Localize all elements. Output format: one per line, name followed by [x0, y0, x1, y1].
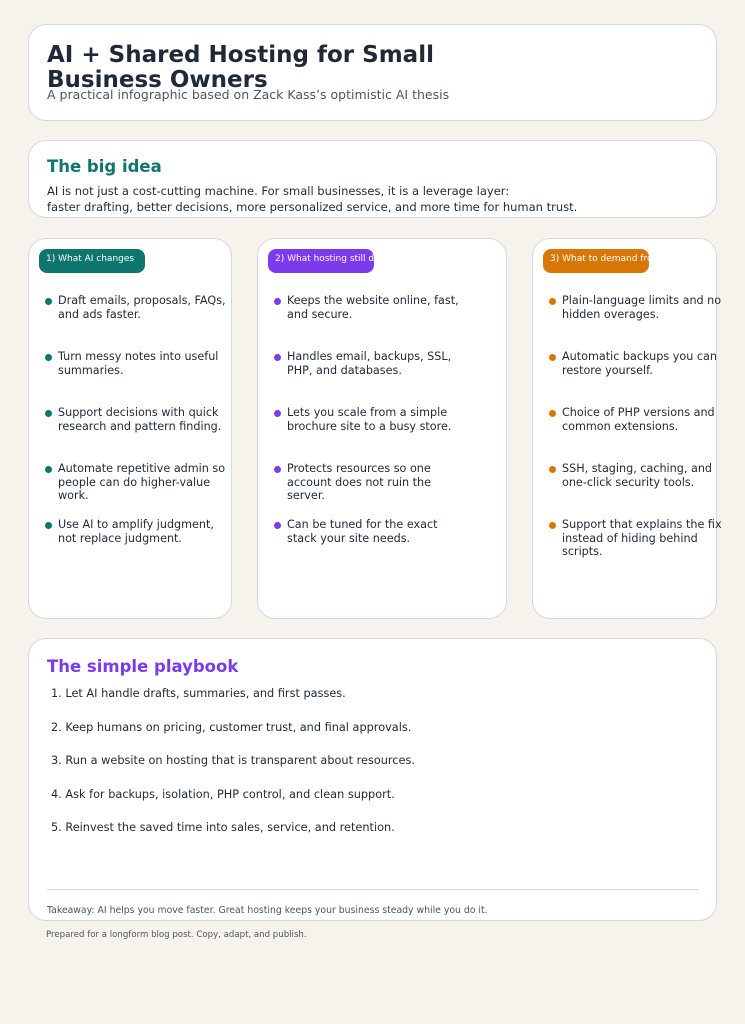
- list-item: [274, 350, 506, 377]
- list-item-text: Plain-language limits and no hidden overages.: [562, 294, 722, 321]
- bullet-dot-icon: [549, 522, 556, 529]
- list-item: [274, 294, 506, 321]
- big-idea-card: [28, 140, 717, 218]
- hosting-label: 2) What hosting still does: [268, 249, 374, 273]
- bullet-dot-icon: [45, 354, 52, 361]
- bullet-dot-icon: [549, 466, 556, 473]
- playbook-title: The simple playbook: [47, 657, 239, 676]
- ai-changes-card: [28, 238, 232, 619]
- playbook-step: 4. Ask for backups, isolation, PHP control, and clean support.: [51, 788, 395, 801]
- host-demands-label: 3) What to demand from a host: [543, 249, 649, 273]
- list-item-text: Protects resources so one account does not ruin the server.: [287, 462, 432, 503]
- bullet-dot-icon: [274, 466, 281, 473]
- list-item: [45, 294, 231, 321]
- list-item: [45, 350, 231, 377]
- list-item-text: Can be tuned for the exact stack your site needs.: [287, 518, 438, 545]
- ai-changes-label: 1) What AI changes: [39, 249, 145, 273]
- list-item: [274, 518, 506, 545]
- big-idea-title: The big idea: [47, 157, 162, 176]
- bullet-dot-icon: [274, 354, 281, 361]
- list-item-text: Handles email, backups, SSL, PHP, and databases.: [287, 350, 452, 377]
- list-item: [45, 462, 231, 503]
- list-item-text: Keeps the website online, fast, and secure.: [287, 294, 459, 321]
- bullet-dot-icon: [549, 354, 556, 361]
- page-subtitle: A practical infographic based on Zack Kass’s optimistic AI thesis: [47, 87, 450, 102]
- bullet-dot-icon: [45, 410, 52, 417]
- divider: [47, 889, 698, 890]
- playbook-step: 2. Keep humans on pricing, customer trust, and final approvals.: [51, 721, 412, 734]
- bullet-dot-icon: [274, 410, 281, 417]
- list-item-text: Draft emails, proposals, FAQs, and ads faster.: [58, 294, 226, 321]
- bullet-dot-icon: [549, 410, 556, 417]
- list-item-text: Support decisions with quick research and pattern finding.: [58, 406, 222, 433]
- list-item: [549, 462, 716, 489]
- playbook-card: [28, 638, 717, 921]
- list-item-text: SSH, staging, caching, and one-click security tools.: [562, 462, 713, 489]
- list-item-text: Turn messy notes into useful summaries.: [58, 350, 219, 377]
- bullet-dot-icon: [45, 522, 52, 529]
- list-item: [549, 294, 722, 321]
- host-demands-card: [532, 238, 722, 619]
- list-item-text: Automate repetitive admin so people can do higher-value work.: [58, 462, 226, 503]
- list-item: [549, 518, 722, 559]
- playbook-step: 3. Run a website on hosting that is transparent about resources.: [51, 754, 415, 767]
- list-item-text: Choice of PHP versions and common extensions.: [562, 406, 715, 433]
- header-card: [28, 24, 717, 121]
- list-item-text: Lets you scale from a simple brochure site to a busy store.: [287, 406, 452, 433]
- bullet-dot-icon: [274, 298, 281, 305]
- list-item: [274, 406, 506, 433]
- hosting-card: [257, 238, 507, 619]
- takeaway-text: Takeaway: AI helps you move faster. Great hosting keeps your business steady while you do it.: [47, 905, 488, 916]
- list-item-text: Support that explains the fix instead of hiding behind scripts.: [562, 518, 722, 559]
- bullet-dot-icon: [549, 298, 556, 305]
- playbook-step: 5. Reinvest the saved time into sales, service, and retention.: [51, 821, 395, 834]
- list-item: [45, 406, 231, 433]
- list-item: [45, 518, 231, 545]
- list-item: [549, 406, 716, 433]
- list-item: [549, 350, 716, 377]
- list-item-text: Automatic backups you can restore yourself.: [562, 350, 717, 377]
- list-item-text: Use AI to amplify judgment, not replace judgment.: [58, 518, 214, 545]
- playbook-step: 1. Let AI handle drafts, summaries, and first passes.: [51, 687, 346, 700]
- big-idea-text-line1: AI is not just a cost-cutting machine. For small businesses, it is a leverage layer:: [47, 184, 510, 198]
- big-idea-text-line2: faster drafting, better decisions, more personalized service, and more time for human trust.: [47, 200, 578, 214]
- bullet-dot-icon: [45, 298, 52, 305]
- page-title: AI + Shared Hosting for Small Business Owners: [47, 42, 434, 93]
- footer-note: Prepared for a longform blog post. Copy, adapt, and publish.: [46, 930, 307, 940]
- list-item: [274, 462, 506, 503]
- bullet-dot-icon: [45, 466, 52, 473]
- bullet-dot-icon: [274, 522, 281, 529]
